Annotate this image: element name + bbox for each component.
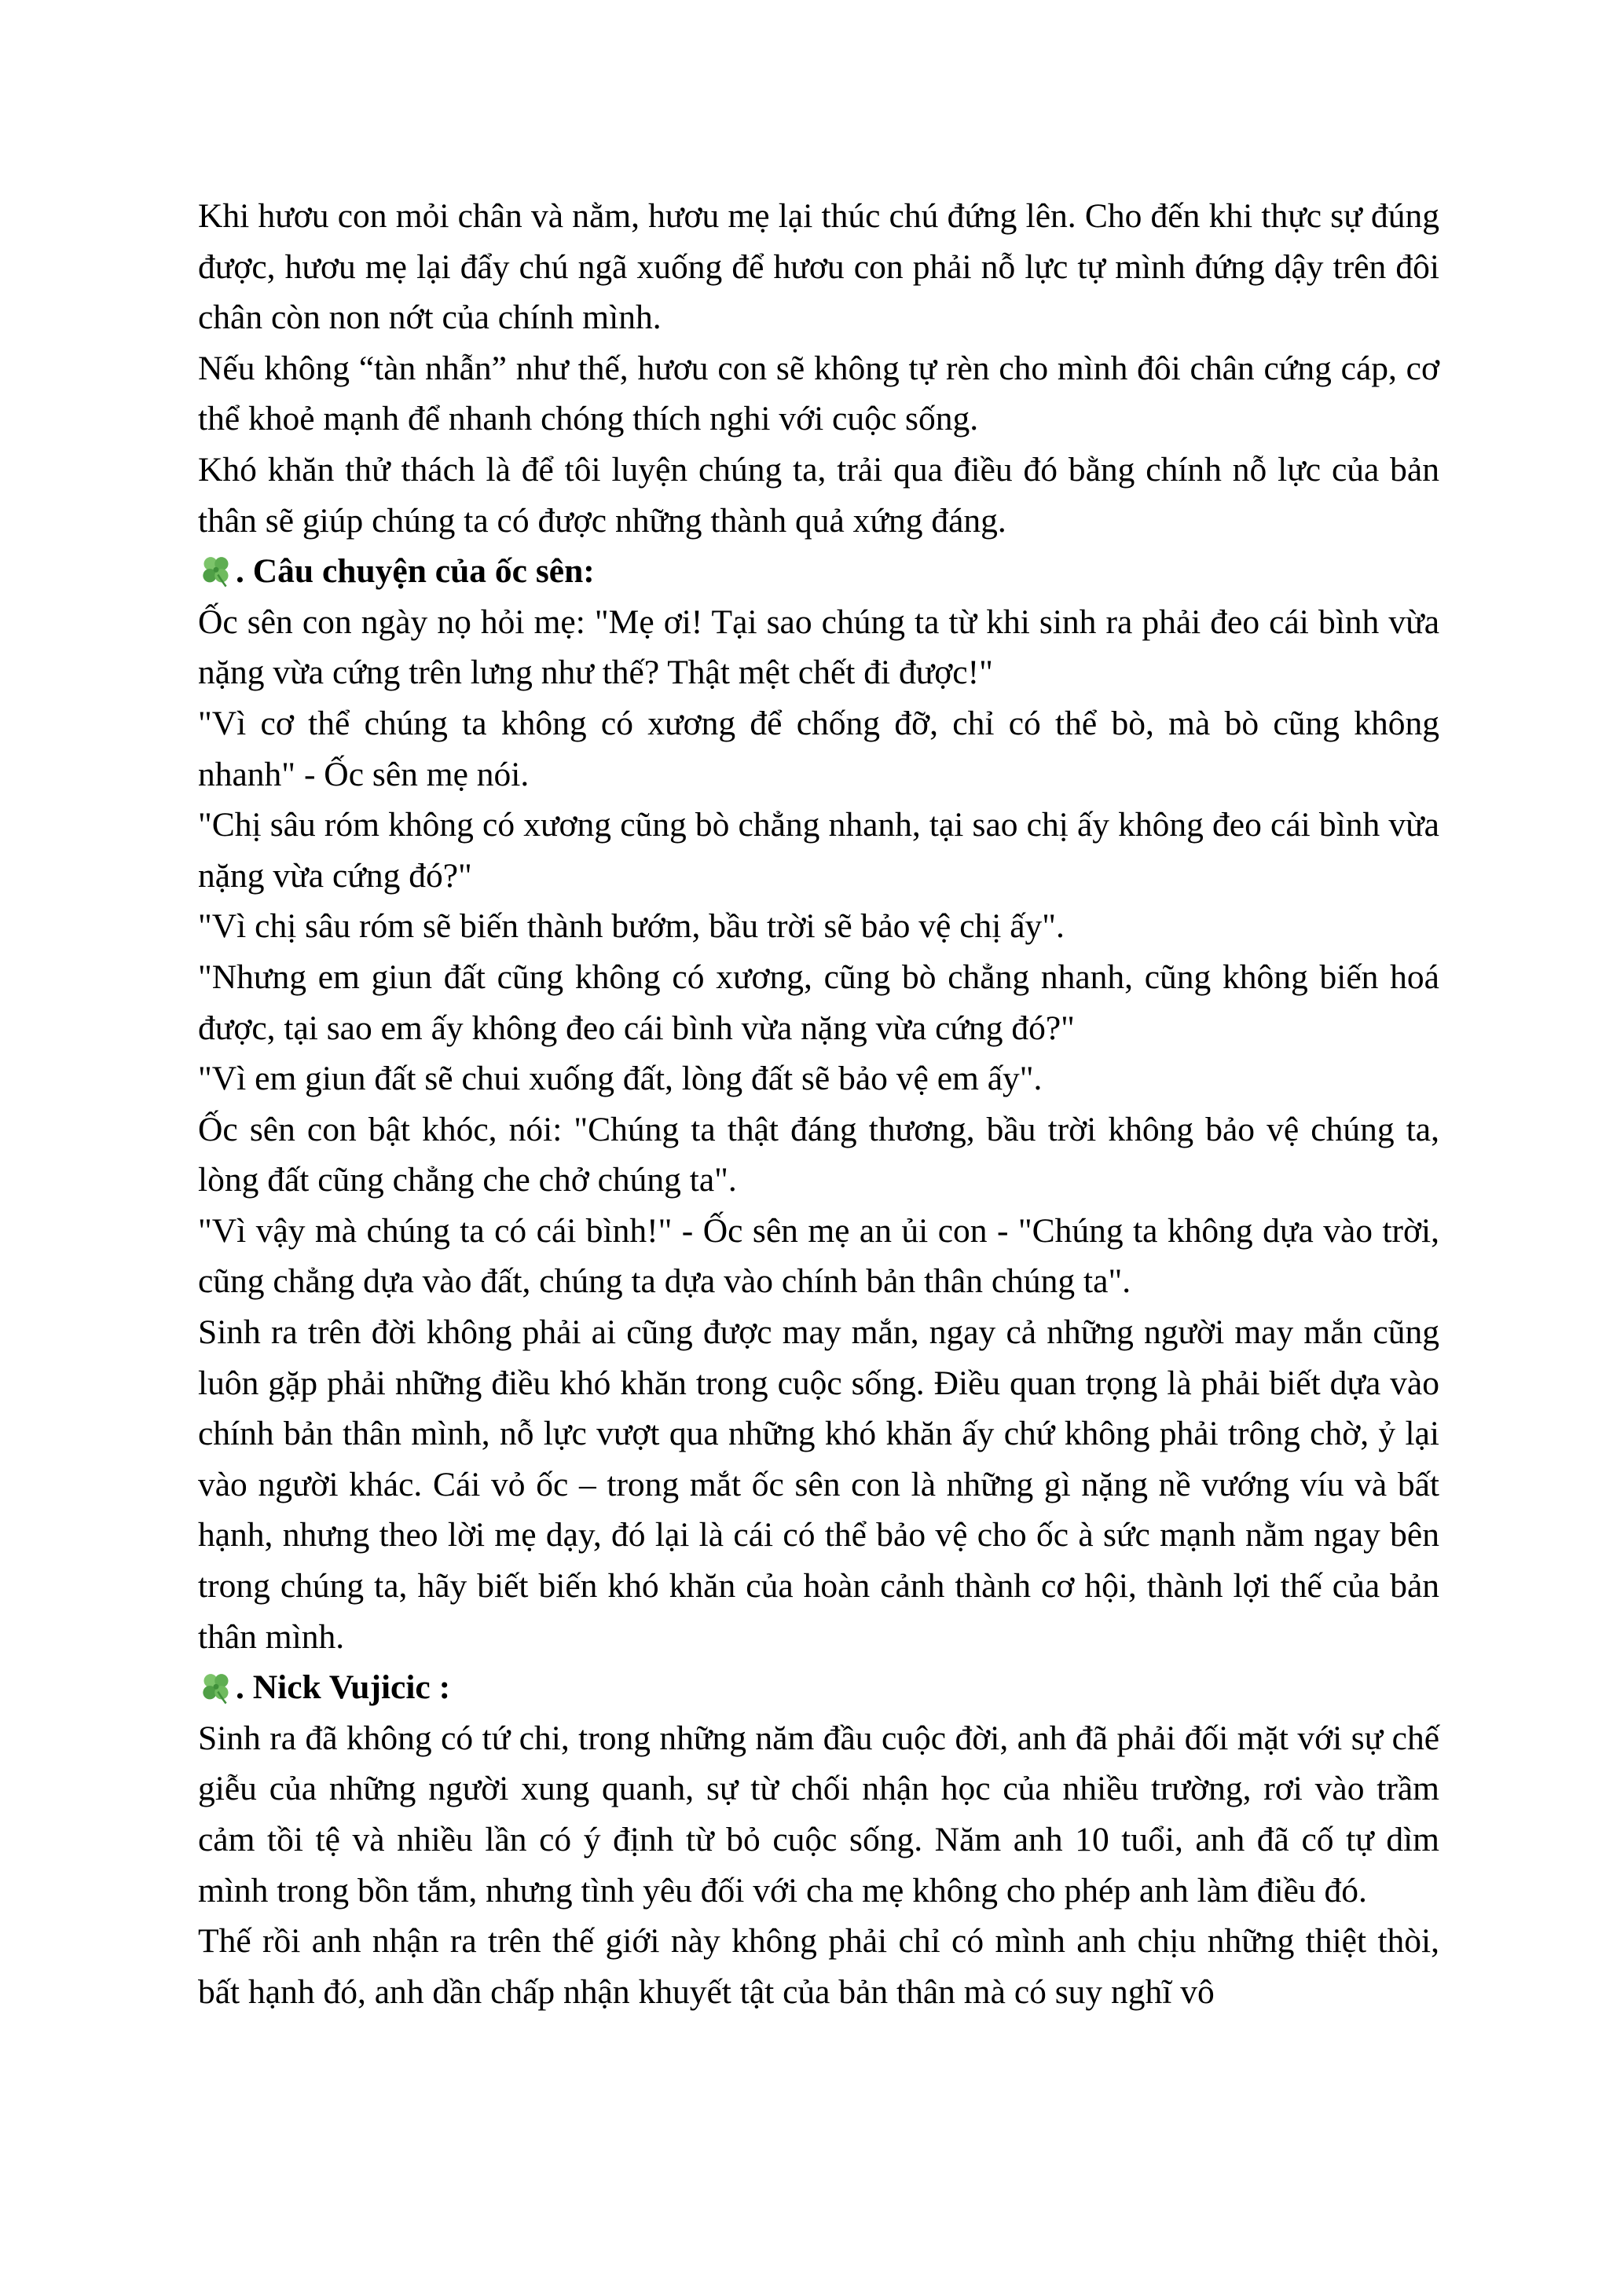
paragraph: "Nhưng em giun đất cũng không có xương, cũng bò chẳng nhanh, cũng không biến hoá được, tại sao em ấy không đeo cái bình vừa nặng vừa cứng đó?" [198,958,1439,1047]
paragraph: Nếu không “tàn nhẫn” như thế, hươu con sẽ không tự rèn cho mình đôi chân cứng cáp, cơ thể khoẻ mạnh để nhanh chóng thích nghi với cuộc sống. [198,349,1439,438]
section-heading-text: . Nick Vujicic : [236,1668,451,1707]
paragraph: "Vì vậy mà chúng ta có cái bình!" - Ốc sên mẹ an ủi con - "Chúng ta không dựa vào trời, cũng chẳng dựa vào đất, chúng ta dựa vào chính bản thân chúng ta". [198,1211,1439,1301]
paragraph: Thế rồi anh nhận ra trên thế giới này không phải chỉ có mình anh chịu những thiệt thòi, bất hạnh đó, anh dần chấp nhận khuyết tật của bản thân mà có suy nghĩ vô [198,1922,1439,2011]
paragraph: "Vì cơ thể chúng ta không có xương để chống đỡ, chỉ có thể bò, mà bò cũng không nhanh" - Ốc sên mẹ nói. [198,704,1439,793]
four-leaf-clover-icon [198,553,234,589]
paragraph: Sinh ra trên đời không phải ai cũng được may mắn, ngay cả những người may mắn cũng luôn gặp phải những điều khó khăn trong cuộc sống. Điều quan trọng là phải biết dựa vào chính bản thân mình, nỗ lực vượt qua những khó khăn ấy chứ không phải trông chờ, ỷ lại vào người khác. Cái vỏ ốc – trong mắt ốc sên con là những gì nặng nề vướng víu và bất hạnh, nhưng theo lời mẹ dạy, đó lại là cái có thể bảo vệ cho ốc à sức mạnh nằm ngay bên trong chúng ta, hãy biết biến khó khăn của hoàn cảnh thành cơ hội, thành lợi thế của bản thân mình. [198,1313,1439,1656]
paragraph: "Vì chị sâu róm sẽ biến thành bướm, bầu trời sẽ bảo vệ chị ấy". [198,907,1065,946]
section-heading-nick [198,1662,1439,1713]
four-leaf-clover-icon [198,1670,234,1706]
paragraph: Sinh ra đã không có tứ chi, trong những năm đầu cuộc đời, anh đã phải đối mặt với sự chế giễu của những người xung quanh, sự từ chối nhận học của nhiều trường, rơi vào trầm cảm tồi tệ và nhiều lần có ý định từ bỏ cuộc sống. Năm anh 10 tuổi, anh đã cố tự dìm mình trong bồn tắm, nhưng tình yêu đối với cha mẹ không cho phép anh làm điều đó. [198,1719,1439,1910]
paragraph: Ốc sên con ngày nọ hỏi mẹ: "Mẹ ơi! Tại sao chúng ta từ khi sinh ra phải đeo cái bình vừa nặng vừa cứng trên lưng như thế? Thật mệt chết đi được!" [198,602,1439,692]
document-body [198,191,1439,2017]
paragraph: Khi hươu con mỏi chân và nằm, hươu mẹ lại thúc chú đứng lên. Cho đến khi thực sự đúng được, hươu mẹ lại đẩy chú ngã xuống để hươu con phải nỗ lực tự mình đứng dậy trên đôi chân còn non nớt của chính mình. [198,197,1439,337]
paragraph: Ốc sên con bật khóc, nói: "Chúng ta thật đáng thương, bầu trời không bảo vệ chúng ta, lòng đất cũng chẳng che chở chúng ta". [198,1110,1439,1199]
paragraph: "Vì em giun đất sẽ chui xuống đất, lòng đất sẽ bảo vệ em ấy". [198,1060,1043,1098]
paragraph: "Chị sâu róm không có xương cũng bò chẳng nhanh, tại sao chị ấy không đeo cái bình vừa nặng vừa cứng đó?" [198,806,1439,895]
section-heading-text: . Câu chuyện của ốc sên: [236,552,595,591]
paragraph: Khó khăn thử thách là để tôi luyện chúng ta, trải qua điều đó bằng chính nỗ lực của bản thân sẽ giúp chúng ta có được những thành quả xứng đáng. [198,450,1439,540]
section-heading-snail [198,546,1439,597]
